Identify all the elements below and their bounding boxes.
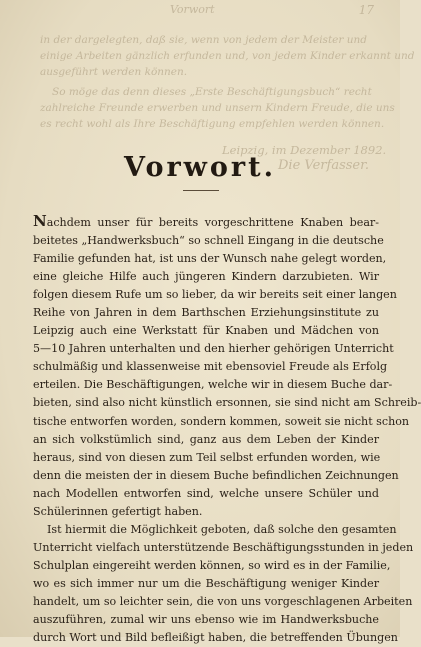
drop-cap: N [33, 212, 47, 230]
text-line: beitetes „Handwerksbuch“ so schnell Eingang in die deutsche [33, 234, 384, 248]
text-line: Reihe von Jahren in dem Barthschen Erziehungsinstitute zu [33, 306, 379, 320]
bleed-signature: Die Verfasser. [278, 158, 370, 173]
text-line: erteilen. Die Beschäftigungen, welche wir in diesem Buche dar- [33, 378, 393, 392]
text-line: an sich volkstümlich sind, ganz aus dem Leben der Kinder [33, 432, 379, 446]
text-line: Leipzig auch eine Werkstatt für Knaben und Mädchen von [33, 324, 379, 338]
text-line: heraus, sind von diesen zum Teil selbst erfunden worden, wie [33, 450, 381, 464]
text-line: Unterricht vielfach unterstützende Beschäftigungsstunden in jeden [33, 540, 414, 554]
text-line: nach Modellen entworfen sind, welche unsere Schüler und [33, 486, 379, 500]
text-line: denn die meisten der in diesem Buche befindlichen Zeichnungen [33, 468, 399, 482]
title-divider [183, 190, 219, 191]
text-line: achdem unser für bereits vorgeschrittene Knaben bear- [46, 216, 379, 229]
body-text [33, 212, 421, 647]
bleed-place-date: Leipzig, im Dezember 1892. [222, 143, 387, 157]
text-line: folgen diesem Rufe um so lieber, da wir bereits seit einer langen [33, 288, 397, 302]
text-line: Familie gefunden hat, ist uns der Wunsch nahe gelegt worden, [33, 252, 387, 266]
text-line: schulmäßig und klassenweise mit ebensoviel Freude als Erfolg [33, 360, 388, 374]
text-line: Schulplan eingereiht werden können, so wird es in der Familie, [33, 558, 391, 572]
bleed-header: Vorwort [170, 3, 215, 16]
text-line: auszuführen, zumal wir uns ebenso wie im Handwerksbuche [33, 613, 379, 627]
text-line: Schülerinnen gefertigt haben. [33, 504, 203, 518]
bleed-line: einige Arbeiten gänzlich erfunden und, von jedem Kinder erkannt und [40, 50, 415, 62]
text-line: handelt, um so leichter sein, die von uns vorgeschlagenen Arbeiten [33, 594, 413, 608]
bleed-line: in der dargelegten, daß sie, wenn von jedem der Meister und [40, 34, 367, 46]
text-line: bieten, sind also nicht künstlich ersonnen, sie sind nicht am Schreib- [33, 396, 421, 410]
text-line: tische entworfen worden, sondern kommen, soweit sie nicht schon [33, 414, 410, 428]
paragraph-2 [33, 521, 414, 647]
paragraph-1 [33, 212, 421, 521]
bleed-line: es recht wohl als Ihre Beschäftigung empfehlen werden können. [40, 118, 385, 130]
bleed-line: ausgeführt werden können. [40, 66, 188, 78]
bleed-through-text [40, 0, 415, 173]
text-line: 5—10 Jahren unterhalten und den hierher gehörigen Unterricht [33, 342, 394, 356]
bleed-line: zahlreiche Freunde erwerben und unsern Kindern Freude, die uns [40, 102, 395, 114]
text-line: wo es sich immer nur um die Beschäftigung weniger Kinder [33, 576, 379, 590]
bleed-line: So möge das denn dieses „Erste Beschäftigungsbuch“ recht [52, 86, 372, 98]
bleed-page-number: 17 [358, 3, 374, 17]
text-line: durch Wort und Bild befleißigt haben, die betreffenden Übungen [33, 631, 398, 645]
text-line: eine gleiche Hilfe auch jüngeren Kindern darzubieten. Wir [33, 270, 379, 284]
page-title: Vorwort. [123, 152, 277, 183]
text-line: Ist hiermit die Möglichkeit geboten, daß solche den gesamten [47, 522, 397, 536]
